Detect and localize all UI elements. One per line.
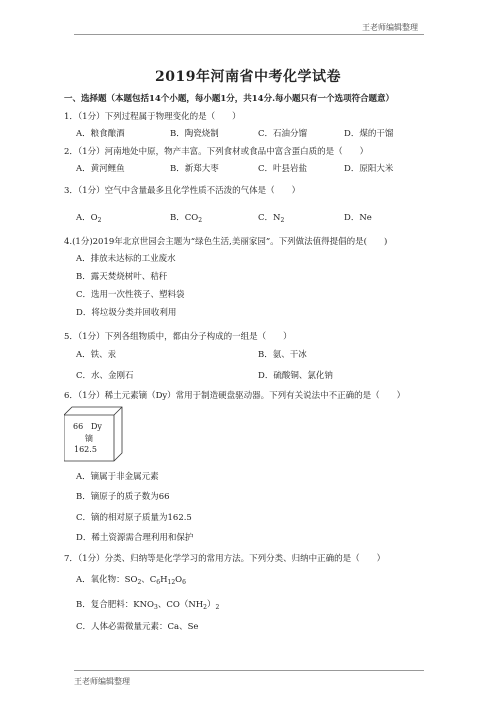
- q1-option-d: D．煤的干馏: [344, 129, 394, 139]
- q6-option-c: C．镝的相对原子质量为162.5: [76, 513, 192, 523]
- q4-option-d: D．将垃圾分类并回收利用: [76, 308, 177, 318]
- atomic-mass: 162.5: [74, 445, 97, 454]
- q2-option-d: D．原阳大米: [344, 164, 394, 174]
- q5-option-d: D．硫酸铜、氯化钠: [258, 371, 333, 381]
- q1-option-c: C．石油分馏: [258, 129, 308, 139]
- q2-option-a: A．黄河鲤鱼: [76, 164, 125, 174]
- page-footer: 王老师编辑整理: [74, 677, 130, 686]
- q6-option-b: B．镝原子的质子数为66: [76, 492, 170, 502]
- q4-option-a: A．排放未达标的工业废水: [76, 254, 176, 264]
- element-name: 镝: [85, 434, 93, 443]
- q4-option-c: C．选用一次性筷子、塑料袋: [76, 290, 185, 300]
- q1-option-b: B．陶瓷烧制: [170, 129, 219, 139]
- question-6: 6．（1分）稀土元素镝（Dy）常用于制造硬盘驱动器。下列有关说法中不正确的是（ ）: [64, 391, 406, 401]
- q2-option-c: C．叶县岩盐: [258, 164, 308, 174]
- q5-option-a: A．铁、汞: [76, 350, 117, 360]
- q3-option-c: C．$N_2$: [258, 213, 285, 224]
- q3-option-a: A．$O_2$: [76, 213, 102, 224]
- section-heading: 一、选择题（本题包括14个小题，每小题1分，共14分.每小题只有一个选项符合题意）: [64, 94, 395, 104]
- q7-option-c: C．人体必需微量元素：Ca、Se: [76, 622, 199, 632]
- page-title: 2019年河南省中考化学试卷: [155, 69, 341, 85]
- q3-option-b: B．$CO_2$: [170, 213, 203, 224]
- question-4: 4.(1分)2019年北京世园会主题为“绿色生活,美丽家园”。下列做法值得提倡的是( ): [64, 237, 388, 247]
- page-header: 王老师编辑整理: [362, 23, 418, 32]
- q1-option-a: A．粮食酿酒: [76, 129, 125, 139]
- q6-option-d: D．稀土资源需合理利用和保护: [76, 533, 194, 543]
- question-5: 5．（1分）下列各组物质中，都由分子构成的一组是（ ）: [64, 332, 292, 342]
- atomic-number: 66: [73, 422, 84, 431]
- header-divider: [74, 34, 424, 35]
- q7-option-b: B．复合肥料：$KNO_3$、$CO(NH_2)_2$: [76, 600, 220, 611]
- element-symbol: Dy: [91, 422, 102, 431]
- q7-option-a: A．氧化物：$SO_2$、$C_6H_{12}O_6$: [76, 575, 186, 586]
- footer-divider: [74, 670, 424, 671]
- q4-option-b: B．露天焚烧树叶、秸秆: [76, 272, 168, 282]
- q6-option-a: A．镝属于非金属元素: [76, 472, 159, 482]
- question-2: 2．（1分）河南地处中原，物产丰富。下列食材或食品中富含蛋白质的是（ ）: [64, 147, 369, 157]
- q5-option-c: C．水、金刚石: [76, 371, 134, 381]
- question-3: 3．（1分）空气中含量最多且化学性质不活泼的气体是（ ）: [64, 186, 301, 196]
- q5-option-b: B．氨、干冰: [258, 350, 307, 360]
- question-1: 1．（1分）下列过程属于物理变化的是（ ）: [64, 112, 241, 122]
- q3-option-d: D．Ne: [344, 213, 372, 223]
- q2-option-b: B．新郑大枣: [170, 164, 219, 174]
- element-card: [64, 406, 120, 458]
- question-7: 7．（1分）分类、归纳等是化学学习的常用方法。下列分类、归纳中正确的是（ ）: [64, 554, 386, 564]
